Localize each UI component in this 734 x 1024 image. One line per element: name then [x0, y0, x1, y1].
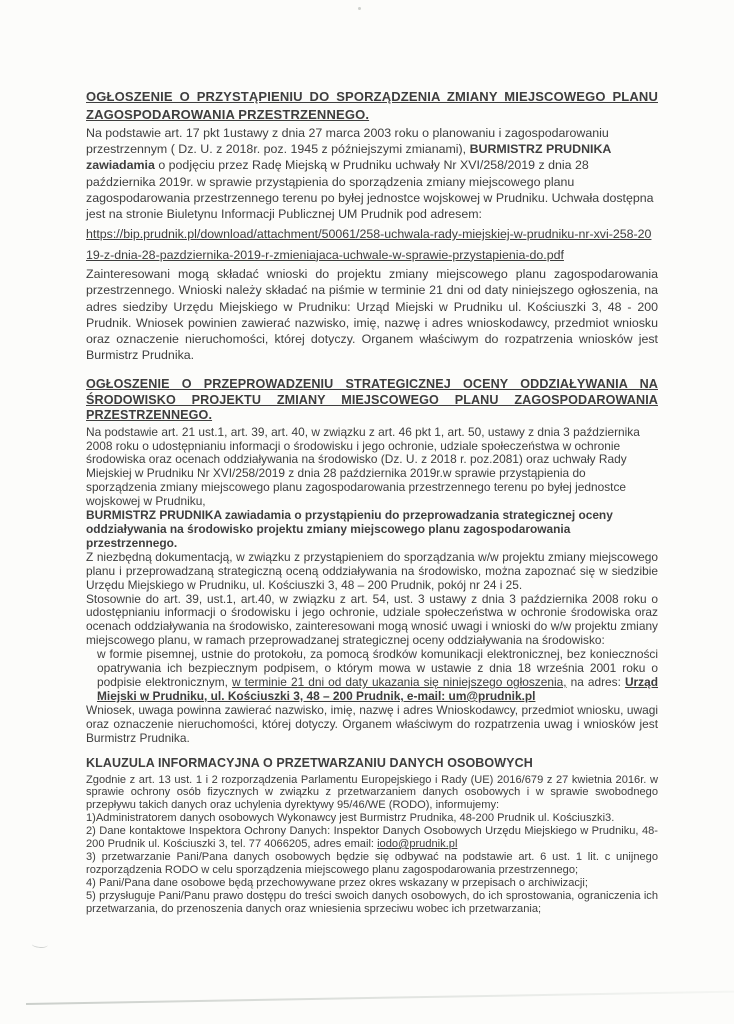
announcement-2-heading: OGŁOSZENIE O PRZEPROWADZENIU STRATEGICZNEJ OCENY ODDZIAŁYWANIA NA ŚRODOWISKO PROJEKTU ZMIANY MIEJSCOWEGO PLANU ZAGOSPODAROWANIA PRZESTRZENNEGO. [86, 377, 658, 423]
announcement-2-documentation-info: Z niezbędną dokumentacją, w związku z przystąpieniem do sporządzania w/w projektu zmiany miejscowego planu i przeprowadzaną strategiczną oceną oddziaływania na środowisko, można zapoznać się w siedzibie Urzędu Miejskiego w Prudniku, ul. Kościuszki 3, 48 – 200 Prudnik, pokój nr 24 i 25. [86, 549, 658, 592]
announcement-1-submission-info: Zainteresowani mogą składać wnioski do projektu zmiany miejscowego planu zagospodarowania przestrzennego. Wnioski należy składać na piśmie w terminie 21 dni od daty niniejszego ogłoszenia, na adres siedziby Urzędu Miejskiego w Prudniku: Urząd Miejski w Prudniku ul. Kościuszki 3, 48 - 200 Prudnik. Wniosek powinien zawierać nazwisko, imię, nazwę i adres wnioskodawcy, przedmiot wniosku oraz oznaczenie nieruchomości, której dotyczy. Organem właściwym do rozpatrzenia wniosków jest Burmistrz Prudnika. [86, 267, 658, 363]
submission-address-label: na adres: [566, 674, 625, 689]
iodo-email-link[interactable]: iodo@prudnik.pl [377, 838, 458, 851]
scan-artifact-dot [358, 7, 361, 10]
rodo-item-5: 5) przysługuje Pani/Panu prawo dostępu do treści swoich danych osobowych, do ich sprostowania, ograniczenia ich przetwarzania, do przenoszenia danych oraz wniesienia sprzeciwu wobec ich przetwarzania; [86, 889, 658, 915]
submission-deadline: w terminie 21 dni od daty ukazania się niniejszego ogłoszenia, [232, 674, 567, 689]
announcement-plan-change [86, 88, 658, 363]
submission-forms-text: w formie pisemnej, ustnie do protokołu, za pomocą środków komunikacji elektronicznej, bez konieczności opatrywania ich bezpiecznym podpisem, o którym mowa w ustawie z dnia 18 września 2001 roku o podpisie elektronicznym, [97, 647, 658, 689]
announcement-environmental-assessment [86, 377, 658, 745]
bip-link-paragraph [86, 224, 658, 265]
scan-artifact-line [26, 991, 734, 1005]
announcement-2-submission-block [86, 648, 658, 704]
burmistrz-notice-bold: BURMISTRZ PRUDNIKA zawiadamia [86, 142, 611, 173]
rodo-item-2-text: 2) Dane kontaktowe Inspektora Ochrony Danych: Inspektor Danych Osobowych Urzędu Miejskiego w Prudniku, 48-200 Prudnik ul. Kościuszki 3, tel. 77 4066205, adres email: [86, 825, 658, 851]
announcement-2-notice-bold: BURMISTRZ PRUDNIKA zawiadamia o przystąpieniu do przeprowadzania strategicznej oceny oddziaływania na środowisko projektu zmiany miejscowego planu zagospodarowania przestrzennego. [86, 508, 613, 550]
announcement-2-legal-basis: Na podstawie art. 21 ust.1, art. 39, art. 40, w związku z art. 46 pkt 1, art. 50, ustawy z dnia 3 października 2008 roku o udostępnianiu informacji o środowisku i jego ochronie, udziale społeczeństwa w ochronie środowiska oraz ocenach oddziaływania na środowisko (Dz. U. z 2018 r. poz.2081) oraz uchwały Rady Miejskiej w Prudniku Nr XVI/258/2019 z dnia 28 października 2019r.w sprawie przystąpienia do sporządzenia zmiany miejscowego planu zagospodarowania przestrzennego terenu po byłej jednostce wojskowej w Prudniku, [86, 424, 640, 509]
announcement-2-request-requirements: Wniosek, uwaga powinna zawierać nazwisko, imię, nazwę i adres Wnioskodawcy, przedmiot wniosku, uwagi oraz oznaczenie nieruchomości, której dotyczy. Organem właściwym do rozpatrzenia uwag i wniosków jest Burmistrz Prudnika. [86, 702, 658, 745]
rodo-heading: KLAUZULA INFORMACYJNA O PRZETWARZANIU DANYCH OSOBOWYCH [86, 755, 533, 770]
scan-artifact-mark [32, 940, 49, 949]
rodo-clause [86, 756, 658, 916]
announcement-1-intro [86, 125, 658, 222]
submission-address[interactable]: Urząd Miejski w Prudniku, ul. Kościuszki 3, 48 – 200 Prudnik, e-mail: um@prudnik.pl [97, 674, 659, 703]
rodo-item-4: 4) Pani/Pana dane osobowe będą przechowywane przez okres wskazany w przepisach o archiwizacji; [86, 876, 588, 889]
intro-text-1: Na podstawie art. 17 pkt 1ustawy z dnia 27 marca 2003 roku o planowaniu i zagospodarowaniu przestrzennym ( Dz. U. z 2018r. poz. 1945 z późniejszymi zmianami), [86, 126, 609, 157]
document-content [86, 88, 658, 915]
rodo-item-3: 3) przetwarzanie Pani/Pana danych osobowych będzie się odbywać na podstawie art. 6 ust. 1 lit. c unijnego rozporządzenia RODO w celu sporządzenia miejscowego planu zagospodarowania przestrzennego; [86, 850, 658, 876]
announcement-1-heading: OGŁOSZENIE O PRZYSTĄPIENIU DO SPORZĄDZENIA ZMIANY MIEJSCOWEGO PLANU ZAGOSPODAROWANIA PRZESTRZENNEGO. [86, 89, 658, 122]
rodo-item-1: 1)Administratorem danych osobowych Wykonawcy jest Burmistrz Prudnika, 48-200 Prudnik ul. Kościuszki3. [86, 812, 615, 825]
rodo-intro: Zgodnie z art. 13 ust. 1 i 2 rozporządzenia Parlamentu Europejskiego i Rady (UE) 2016/679 z 27 kwietnia 2016r. w sprawie ochrony osób fizycznych w związku z przetwarzaniem danych osobowych i w sprawie swobodnego przepływu takich danych oraz uchylenia dyrektywy 95/46/WE (RODO), informujemy: [86, 773, 658, 812]
intro-text-2: o podjęciu przez Radę Miejską w Prudniku uchwały Nr XVI/258/2019 z dnia 28 października 2019r. w sprawie przystąpienia do sporządzenia zmiany miejscowego planu zagospodarowania przestrzennego terenu po byłej jednostce wojskowej w Prudniku. Uchwała dostępna jest na stronie Biuletynu Informacji Publicznej UM Prudnik pod adresem: [86, 158, 654, 222]
rodo-item-2 [86, 825, 658, 851]
bip-attachment-link[interactable]: https://bip.prudnik.pl/download/attachment/50061/258-uchwala-rady-miejskiej-w-prudniku-nr-xvi-258-2019-z-dnia-28-pazdziernika-2019-r-zmieniajaca-uchwale-w-sprawie-przystapienia-do.pdf [86, 227, 652, 262]
announcement-2-remarks-info: Stosownie do art. 39, ust.1, art.40, w związku z art. 54, ust. 3 ustawy z dnia 3 października 2008 roku o udostępnianiu informacji o środowisku i jego ochronie, udziale społeczeństwa w ochronie środowiska oraz ocenach oddziaływania na środowisko, zainteresowani mogą wnosić uwagi i wnioski do w/w projektu zmiany miejscowego planu, w ramach przeprowadzanej strategicznej oceny oddziaływania na środowisko: [86, 591, 658, 648]
